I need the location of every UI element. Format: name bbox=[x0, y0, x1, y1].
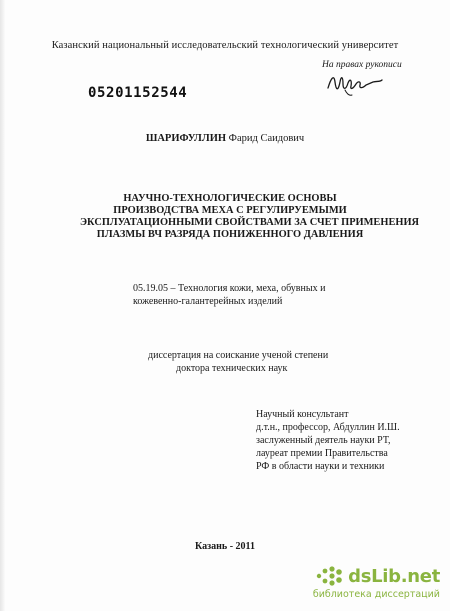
handwritten-signature bbox=[325, 70, 385, 98]
city-year: Казань - 2011 bbox=[195, 541, 255, 552]
scientific-consultant bbox=[256, 408, 400, 473]
consultant-line: лауреат премии Правительства bbox=[256, 448, 388, 459]
dots-logo-icon bbox=[315, 565, 345, 587]
degree-line: диссертация на соискание ученой степени bbox=[148, 350, 329, 361]
title-line: ПЛАЗМЫ ВЧ РАЗРЯДА ПОНИЖЕННОГО ДАВЛЕНИЯ bbox=[96, 229, 364, 240]
title-line: НАУЧНО-ТЕХНОЛОГИЧЕСКИЕ ОСНОВЫ bbox=[123, 193, 337, 204]
registration-code: 05201152544 bbox=[88, 85, 188, 101]
watermark-logo bbox=[315, 565, 440, 587]
watermark-subtitle: библиотека диссертаций bbox=[312, 589, 440, 600]
university-name: Казанский национальный исследовательский технологический университет bbox=[51, 40, 399, 51]
specialty-line: кожевенно-галантерейных изделий bbox=[133, 296, 283, 307]
consultant-line: д.т.н., профессор, Абдуллин И.Ш. bbox=[256, 422, 400, 433]
specialty-line: 05.19.05 – Технология кожи, меха, обувных и bbox=[133, 283, 326, 294]
watermark-logo-text: dsLib.net bbox=[348, 565, 440, 587]
title-line: ПРОИЗВОДСТВА МЕХА С РЕГУЛИРУЕМЫМИ bbox=[113, 205, 347, 216]
consultant-line: заслуженный деятель науки РТ, bbox=[256, 435, 391, 446]
author-given-names: Фарид Саидович bbox=[228, 133, 305, 144]
author-surname: ШАРИФУЛЛИН bbox=[145, 133, 227, 144]
specialty-code bbox=[133, 282, 325, 308]
consultant-line: Научный консультант bbox=[256, 409, 349, 420]
title-line: ЭКСПЛУАТАЦИОННЫМИ СВОЙСТВАМИ ЗА СЧЕТ ПРИМЕНЕНИЯ bbox=[80, 217, 420, 228]
dissertation-title bbox=[80, 193, 420, 241]
degree-statement bbox=[148, 349, 328, 375]
scan-edge bbox=[0, 0, 6, 611]
consultant-line: РФ в области науки и техники bbox=[256, 461, 385, 472]
rights-label: На правах рукописи bbox=[322, 60, 402, 70]
degree-line: доктора технических наук bbox=[176, 363, 288, 374]
author-name bbox=[0, 133, 450, 144]
dslib-watermark[interactable] bbox=[312, 565, 440, 605]
